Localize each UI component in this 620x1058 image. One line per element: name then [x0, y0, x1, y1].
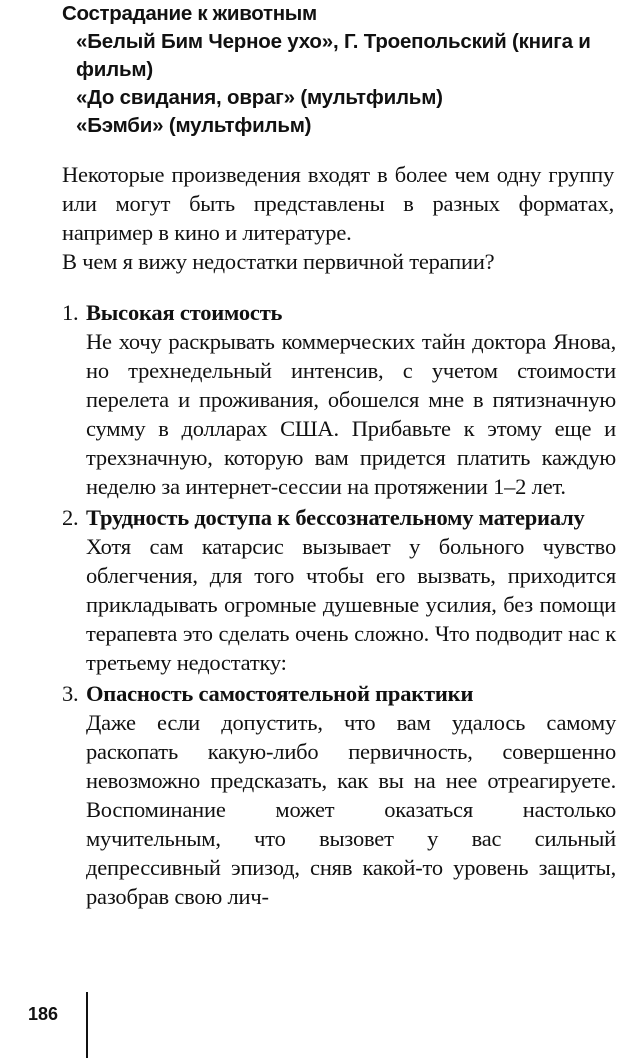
list-item-body: Не хочу раскрывать коммерческих тайн доктора Янова, но трехнедельный интенсив, с учетом стоимости перелета и проживания, обошелся мне в пятизначную сумму в долларах США. Прибавьте к этому еще и трехзначную, которую вам придется платить каждую неделю за интернет-сессии на протяжении 1–2 лет.: [86, 329, 616, 499]
intro-section: [62, 160, 614, 276]
list-item: [62, 679, 616, 911]
topic-item: «Белый Бим Черное ухо», Г. Троепольский (книга и фильм): [76, 30, 591, 81]
list-item-number: 3.: [62, 681, 79, 706]
list-item-body: Хотя сам катарсис вызывает у больного чувство облегчения, для того чтобы его вызвать, приходится прикладывать огромные душевные усилия, без помощи терапевта это сделать очень сложно. Что подводит нас к третьему недостатку:: [86, 534, 616, 675]
topic-block: [62, 0, 602, 140]
list-item-number: 2.: [62, 505, 79, 530]
list-item-body: Даже если допустить, что вам удалось самому раскопать какую-либо первичность, совершенно невозможно предсказать, как вы на нее отреагируете. Воспоминание может оказаться настолько мучительным, что вызовет у вас сильный депрессивный эпизод, сняв какой-то уровень защиты, разобрав свою лич-: [86, 710, 616, 909]
list-item: [62, 503, 616, 677]
topic-item: «До свидания, овраг» (мультфильм): [76, 86, 443, 109]
page-number: 186: [28, 1004, 59, 1024]
intro-paragraph: Некоторые произведения входят в более чем одну группу или могут быть представлены в разных форматах, например в кино и литературе.: [62, 162, 614, 245]
list-item-title: Опасность самостоятельной практики: [86, 681, 474, 706]
list-item-number: 1.: [62, 300, 79, 325]
list-item-title: Трудность доступа к бессознательному материалу: [86, 505, 585, 530]
topic-heading: Сострадание к животным: [62, 2, 317, 25]
intro-question: В чем я вижу недостатки первичной терапии?: [62, 249, 495, 274]
list-item: [62, 298, 616, 501]
list-item-title: Высокая стоимость: [86, 300, 283, 325]
page-number-rule: [86, 992, 88, 1058]
drawbacks-list: [62, 298, 616, 913]
topic-item: «Бэмби» (мультфильм): [76, 114, 312, 137]
